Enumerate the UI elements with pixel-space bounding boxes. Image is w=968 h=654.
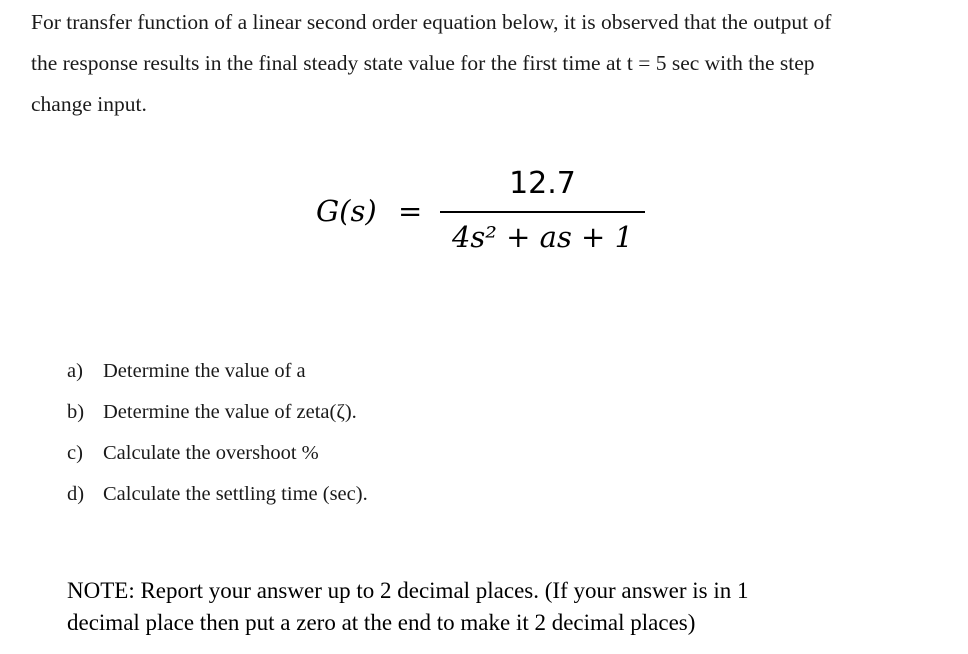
fraction-bar bbox=[440, 211, 645, 213]
question-text: Calculate the settling time (sec). bbox=[103, 483, 368, 505]
question-item-d bbox=[67, 474, 667, 515]
question-label: a) bbox=[67, 360, 83, 382]
answer-format-note bbox=[67, 575, 947, 639]
question-item-b bbox=[67, 392, 667, 433]
note-line-1: NOTE: Report your answer up to 2 decimal places. (If your answer is in 1 bbox=[67, 578, 749, 603]
equation-numerator: 12.7 bbox=[509, 166, 576, 201]
question-label: b) bbox=[67, 401, 85, 423]
question-text: Determine the value of zeta(ζ). bbox=[103, 401, 357, 423]
question-label: d) bbox=[67, 483, 85, 505]
question-label: c) bbox=[67, 442, 83, 464]
question-item-c bbox=[67, 433, 667, 474]
question-list bbox=[67, 351, 667, 515]
question-text: Determine the value of a bbox=[103, 360, 306, 382]
equation-denominator: 4s² + as + 1 bbox=[451, 220, 634, 254]
equation-lhs: G(s) bbox=[316, 194, 377, 228]
question-item-a bbox=[67, 351, 667, 392]
problem-statement-line-3: change input. bbox=[31, 92, 147, 116]
problem-statement bbox=[31, 2, 956, 125]
problem-statement-line-1: For transfer function of a linear second order equation below, it is observed that the output of bbox=[31, 10, 832, 34]
question-text: Calculate the overshoot % bbox=[103, 442, 319, 464]
equation-equals-sign: = bbox=[398, 194, 423, 228]
problem-statement-line-2: the response results in the final steady state value for the first time at t = 5 sec with the step bbox=[31, 51, 815, 75]
note-line-2: decimal place then put a zero at the end to make it 2 decimal places) bbox=[67, 610, 696, 635]
